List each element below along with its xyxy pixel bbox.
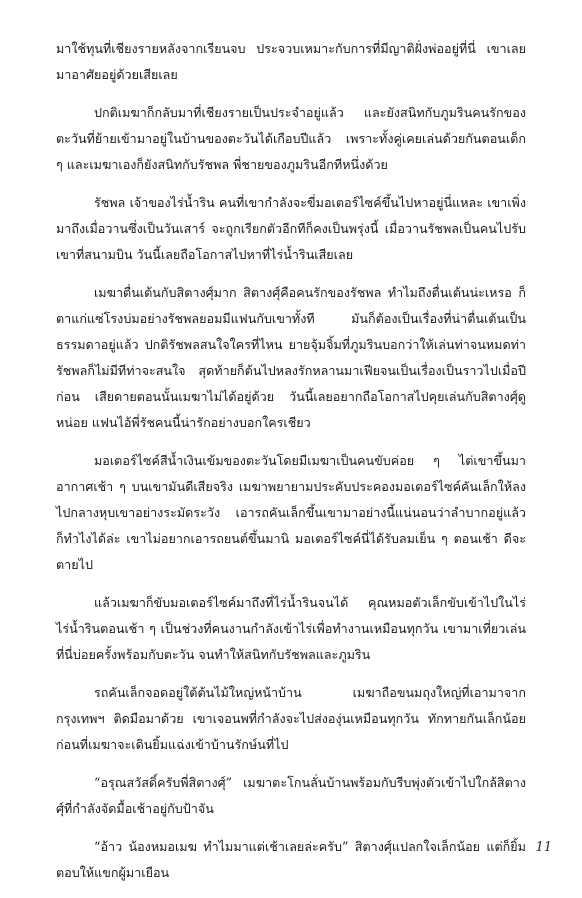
paragraph-3: รัชพล เจ้าของไร่น้ำริน คนที่เขากำลังจะขี่มอเตอร์ไซค์ขึ้นไปหาอยู่นี่แหละ เขาเพิ่งมาถึงเมื่อวานซึ่งเป็นวันเสาร์ จะถูกเรียกตัวอีกทีก็คงเป็นพรุ่งนี้ เมื่อวานรัชพลเป็นคนไปรับเขาที่สนามบิน วันนี้เลยถือโอกาสไปหาที่ไร่น้ำรินเสียเลย — [56, 195, 526, 262]
paragraph-2: ปกติเมฆาก็กลับมาที่เชียงรายเป็นประจำอยู่แล้ว และยังสนิทกับภูมรินคนรักของตะวันที่ย้ายเข้ามาอยู่ในบ้านของตะวันได้เกือบปีแล้ว เพราะทั้งคู่เคยเล่นด้วยกันตอนเด็ก ๆ และเมฆาเองก็ยังสนิทกับรัชพล พี่ชายของภูมรินอีกทีหนึ่งด้วย — [56, 105, 526, 172]
paragraph-6: แล้วเมฆาก็ขับมอเตอร์ไซค์มาถึงที่ไร่น้ำรินจนได้ คุณหมอตัวเล็กขับเข้าไปในไร่ ไร่น้ำรินตอนเช้า ๆ เป็นช่วงที่คนงานกำลังเข้าไร่เพื่อทำงานเหมือนทุกวัน เขามาเที่ยวเล่นที่นี่บ่อยครั้งพร้อมกับตะวัน จนทำให้สนิทกับรัชพลและภูมริน — [56, 595, 526, 662]
page-number: 11 — [535, 840, 552, 855]
paragraph-8: “อรุณสวัสดิ์ครับพี่สิตางศุ์” เมฆาตะโกนลั่นบ้านพร้อมกับรีบพุ่งตัวเข้าไปใกล้สิตางศุ์ที่กำลังจัดมื้อเช้าอยู่กับป้าจัน — [56, 775, 526, 816]
paragraph-5: มอเตอร์ไซค์สีน้ำเงินเข้มของตะวันโดยมีเมฆาเป็นคนขับค่อย ๆ ไต่เขาขึ้นมา อากาศเช้า ๆ บนเขามันดีเสียจริง เมฆาพยายามประคับประคองมอเตอร์ไซค์คันเล็กให้ลงไปกลางหุบเขาอย่างระมัดระวัง เอารถคันเล็กขึ้นเขามาอย่างนี้แน่นอนว่าลำบากอยู่แล้ว ก็ทำไงได้ล่ะ เขาไม่อยากเอารถยนต์ขึ้นมานิ มอเตอร์ไซค์นี่ได้รับลมเย็น ๆ ตอนเช้า ดีจะตายไป — [56, 453, 526, 572]
body-text — [56, 36, 526, 898]
paragraph-1: มาใช้ทุนที่เชียงรายหลังจากเรียนจบ ประจวบเหมาะกับการที่มีญาติฝั่งพ่ออยู่ที่นี่ เขาเลยมาอาศัยอยู่ด้วยเสียเลย — [56, 41, 526, 82]
paragraph-7: รถคันเล็กจอดอยู่ใต้ต้นไม้ใหญ่หน้าบ้าน เมฆาถือขนมถุงใหญ่ที่เอามาจากกรุงเทพฯ ติดมือมาด้วย เขาเจอนพที่กำลังจะไปส่งองุ่นเหมือนทุกวัน ทักทายกันเล็กน้อยก่อนที่เมฆาจะเดินยิ้มแฉ่งเข้าบ้านรักษ์นที่ไป — [56, 685, 526, 752]
paragraph-9: “อ้าว น้องหมอเมฆ ทำไมมาแต่เช้าเลยล่ะครับ” สิตางศุ์แปลกใจเล็กน้อย แต่ก็ยิ้มตอบให้แขกผู้มาเยือน — [56, 839, 526, 880]
paragraph-4: เมฆาตื่นเต้นกับสิตางศุ์มาก สิตางศุ์คือคนรักของรัชพล ทำไมถึงตื่นเต้นน่ะเหรอ ก็ตาแก่แซ่โรงบ่มอย่างรัชพลยอมมีแฟนกับเขาทั้งที มันก็ต้องเป็นเรื่องที่น่าตื่นเต้นเป็นธรรมดาอยู่แล้ว ปกติรัชพลสนใจใครที่ไหน ยายจุ้มจิ้มที่ภูมรินบอกว่าให้เล่นท่าจนหมดท่า รัชพลก็ไม่มีทีท่าจะสนใจ สุดท้ายก็ต้นไปหลงรักหลานมาเฟียจนเป็นเรื่องเป็นราวไปเมื่อปีก่อน เสียดายตอนนั้นเมฆาไม่ได้อยู่ด้วย วันนี้เลยอยากถือโอกาสไปคุยเล่นกับสิตางศุ์ดูหน่อย แฟนไอ้พี่รัชคนนี้น่ารักอย่างบอกใครเชียว — [56, 285, 526, 430]
